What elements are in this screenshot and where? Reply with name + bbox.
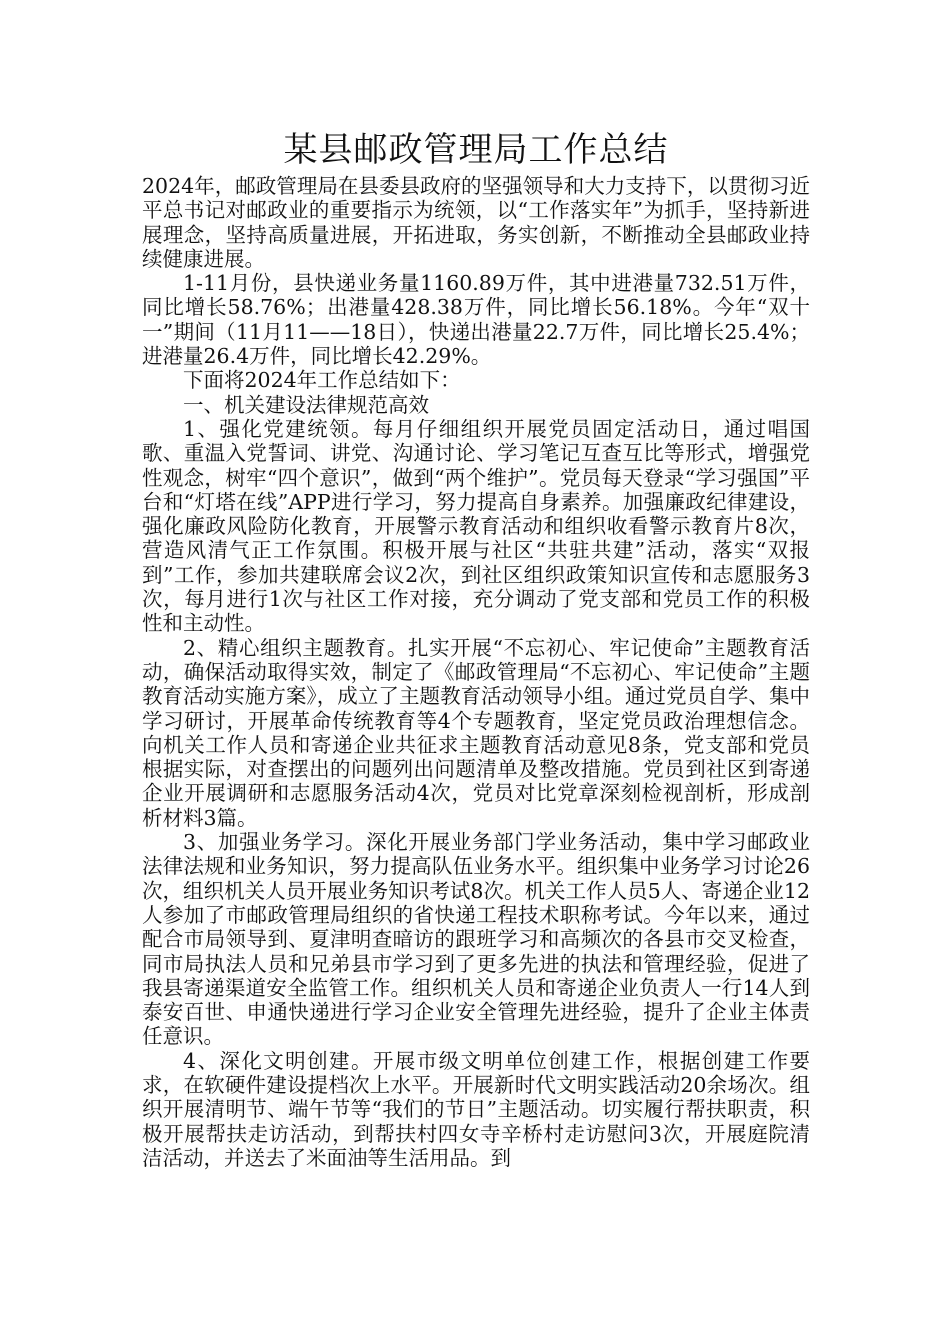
document-paragraph: 2、精心组织主题教育。扎实开展“不忘初心、牢记使命”主题教育活动，确保活动取得实效，制定了《邮政管理局“不忘初心、牢记使命”主题教育活动实施方案》，成立了主题教育活动领导小组。通过党员自学、集中学习研讨，开展革命传统教育等4个专题教育，坚定党员政治理想信念。向机关工作人员和寄递企业共征求主题教育活动意见8条，党支部和党员根据实际，对查摆出的问题列出问题清单及整改措施。党员到社区到寄递企业开展调研和志愿服务活动4次，党员对比党章深刻检视剖析，形成剖析材料3篇。: [142, 635, 810, 830]
document-paragraph: 2024年，邮政管理局在县委县政府的坚强领导和大力支持下，以贯彻习近平总书记对邮政业的重要指示为统领，以“工作落实年”为抓手，坚持新进展理念，坚持高质量进展，开拓进取，务实创新，不断推动全县邮政业持续健康进展。: [142, 174, 810, 271]
document-paragraph: 1-11月份，县快递业务量1160.89万件，其中进港量732.51万件，同比增长58.76%；出港量428.38万件，同比增长56.18%。今年“双十一”期间（11月11——18日），快递出港量22.7万件，同比增长25.4%；进港量26.4万件，同比增长42.29%。: [142, 271, 810, 369]
document-body: [142, 174, 810, 1170]
document-paragraph: 1、强化党建统领。每月仔细组织开展党员固定活动日，通过唱国歌、重温入党誓词、讲党、沟通讨论、学习笔记互查互比等形式，增强党性观念，树牢“四个意识”，做到“两个维护”。党员每天登录“学习强国”平台和“灯塔在线”APP进行学习，努力提高自身素养。加强廉政纪律建设，强化廉政风险防化教育，开展警示教育活动和组织收看警示教育片8次，营造风清气正工作氛围。积极开展与社区“共驻共建”活动，落实“双报到”工作，参加共建联席会议2次，到社区组织政策知识宣传和志愿服务3次，每月进行1次与社区工作对接，充分调动了党支部和党员工作的积极性和主动性。: [142, 416, 810, 636]
document-paragraph: 下面将2024年工作总结如下：: [183, 368, 461, 393]
document-paragraph: 3、加强业务学习。深化开展业务部门学业务活动，集中学习邮政业法律法规和业务知识，努力提高队伍业务水平。组织集中业务学习讨论26次，组织机关人员开展业务知识考试8次。机关工作人员5人、寄递企业12人参加了市邮政管理局组织的省快递工程技术职称考试。今年以来，通过配合市局领导到、夏津明查暗访的跟班学习和高频次的各县市交叉检查，同市局执法人员和兄弟县市学习到了更多先进的执法和管理经验，促进了我县寄递渠道安全监管工作。组织机关人员和寄递企业负责人一行14人到泰安百世、申通快递进行学习企业安全管理先进经验，提升了企业主体责任意识。: [142, 830, 810, 1049]
document-page: [142, 128, 810, 1170]
document-paragraph: 一、机关建设法律规范高效: [183, 392, 429, 417]
document-paragraph: 4、深化文明创建。开展市级文明单位创建工作，根据创建工作要求，在软硬件建设提档次上水平。开展新时代文明实践活动20余场次。组织开展清明节、端午节等“我们的节日”主题活动。切实履行帮扶职责，积极开展帮扶走访活动，到帮扶村四女寺辛桥村走访慰问3次，开展庭院清洁活动，并送去了米面油等生活用品。到: [142, 1048, 810, 1170]
document-title: 某县邮政管理局工作总结: [283, 130, 669, 170]
